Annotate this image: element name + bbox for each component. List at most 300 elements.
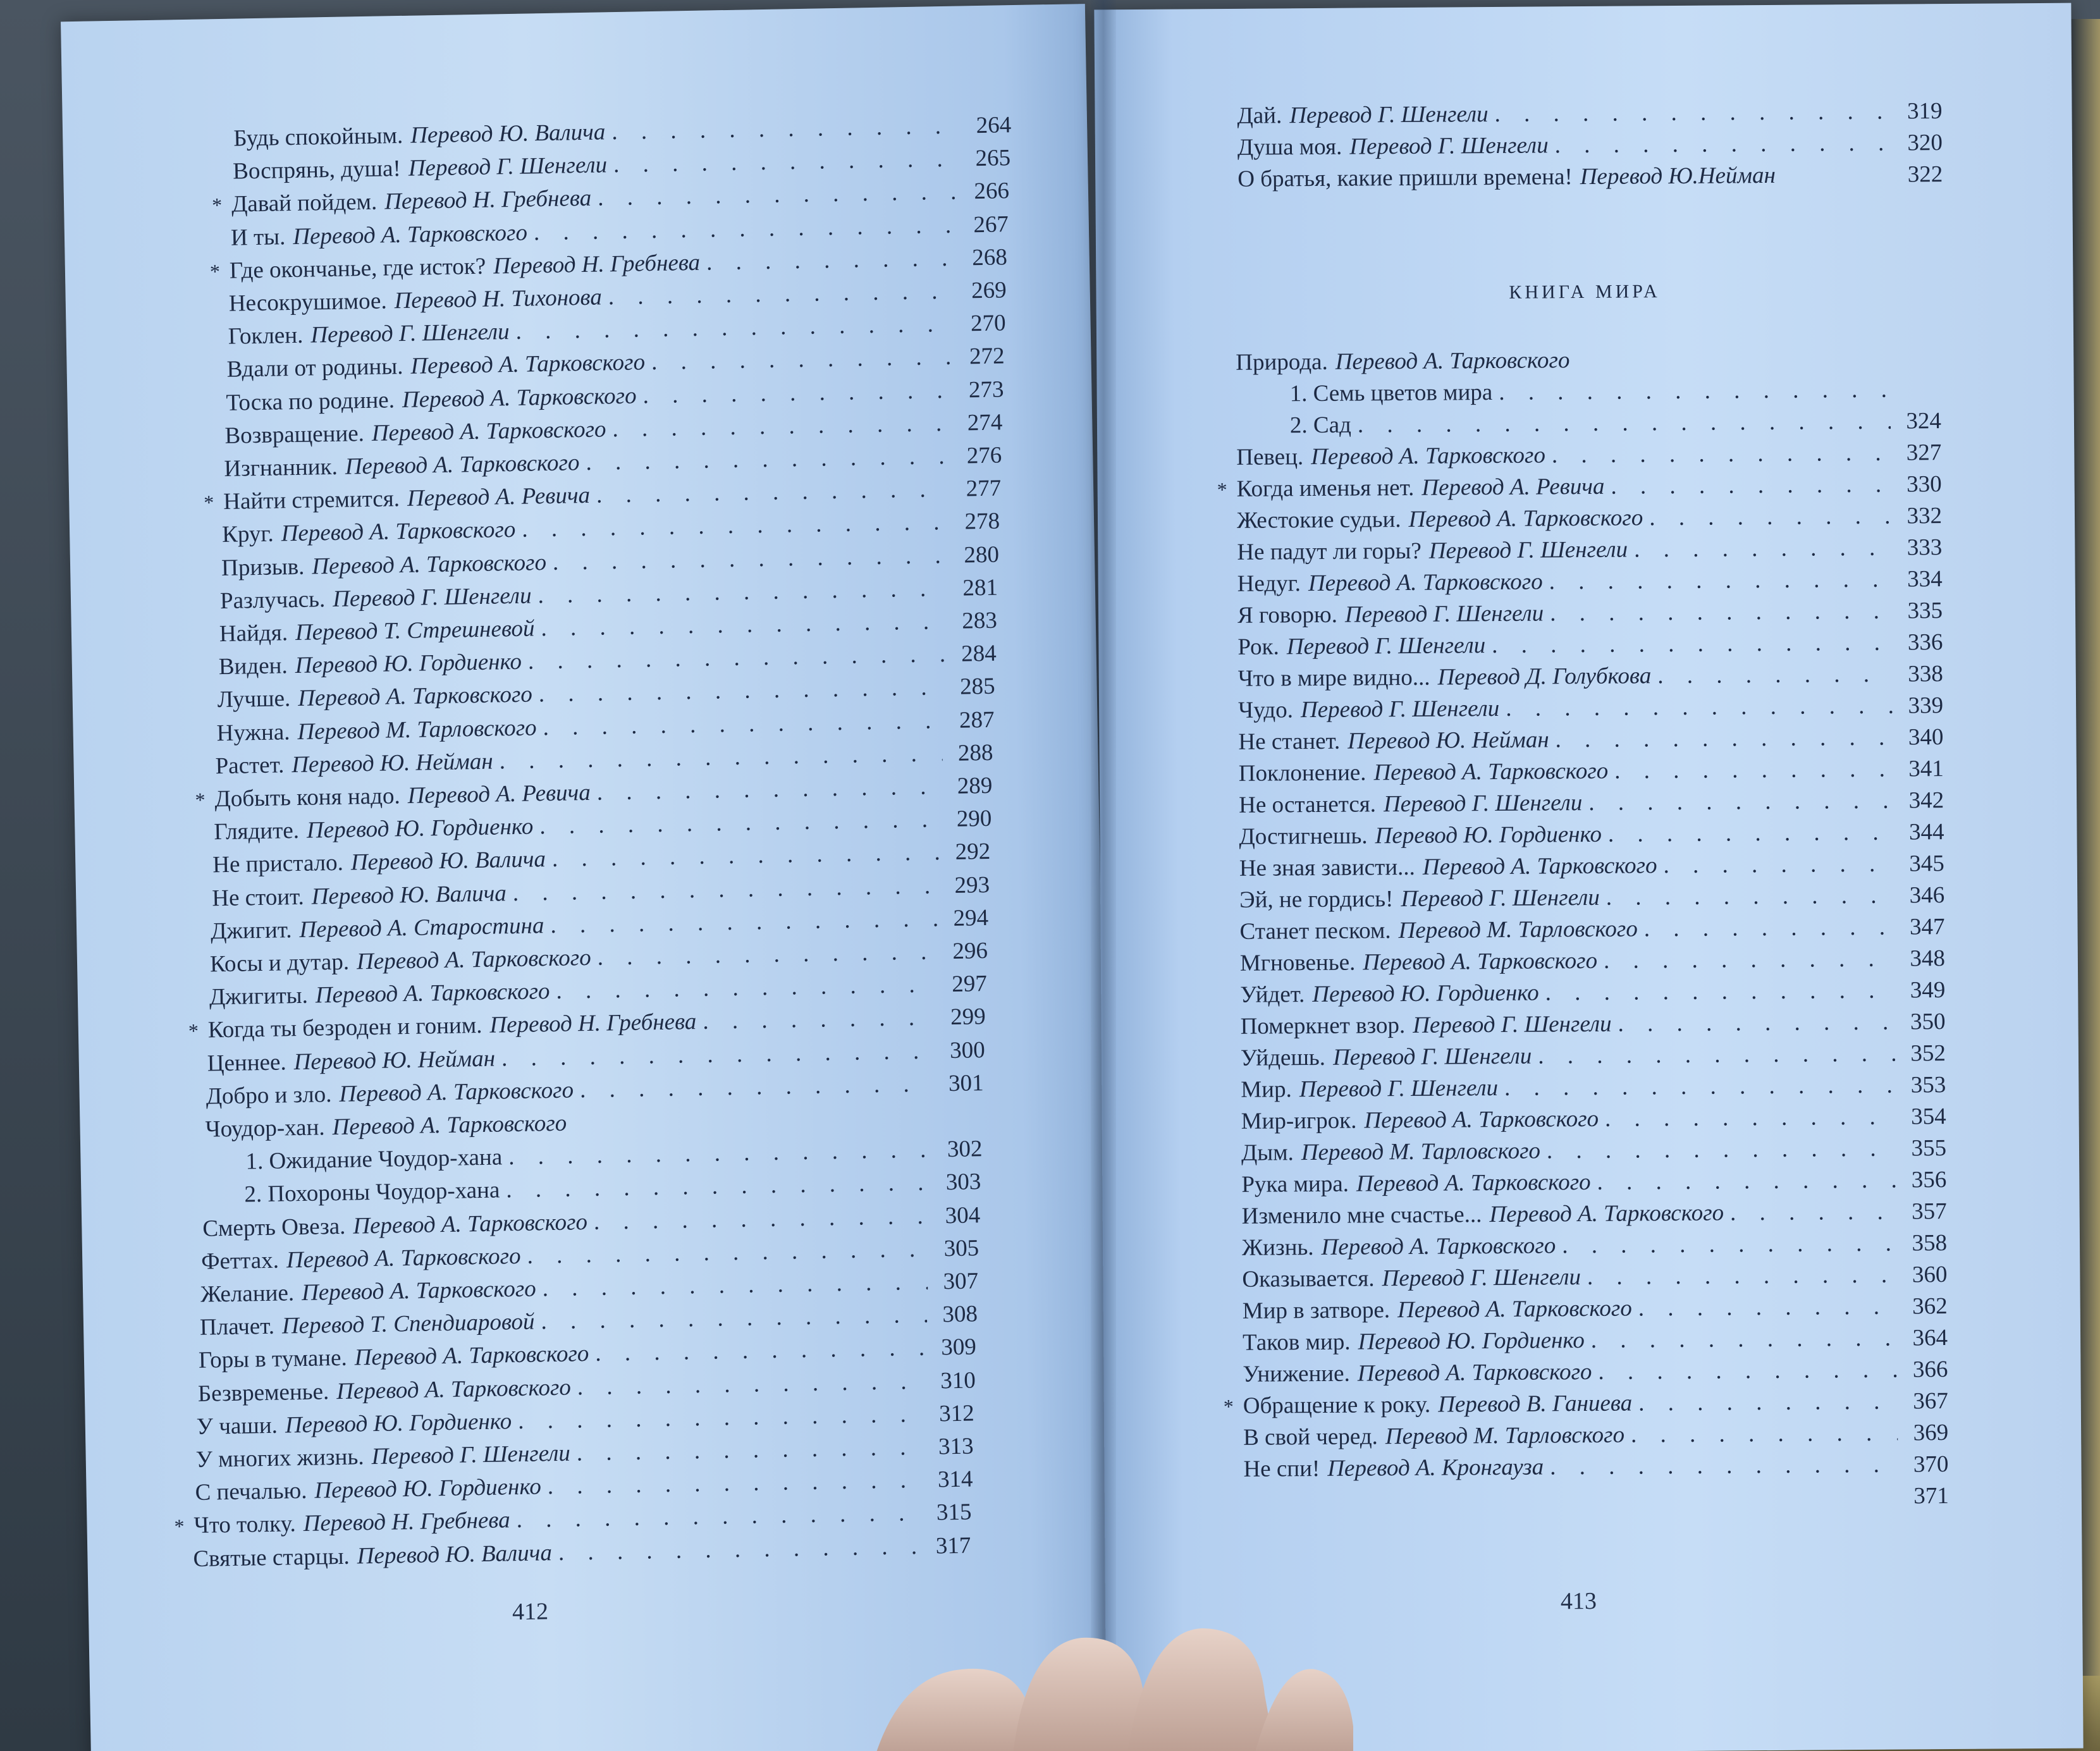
entry-title: Найдя. (219, 620, 288, 648)
dot-leader (1644, 912, 1894, 945)
toc-entry (1243, 1322, 1948, 1359)
entry-page-number: 290 (956, 806, 992, 832)
dot-leader (1555, 722, 1893, 756)
entry-title: Добыть коня надо. (214, 783, 401, 813)
entry-title: Где окончанье, где исток? (229, 253, 486, 284)
entry-title: Рок. (1237, 634, 1279, 660)
entry-translator: Перевод Ю. Гордиенко (314, 1473, 542, 1504)
entry-translator: Перевод А. Тарковского (1408, 505, 1643, 532)
dot-leader (1638, 1291, 1897, 1325)
dot-leader (1504, 1070, 1896, 1104)
entry-title: Добро и зло. (206, 1081, 332, 1110)
entry-page-number: 369 (1913, 1420, 1949, 1446)
toc-entry (1238, 658, 1943, 695)
entry-page-number: 339 (1908, 692, 1944, 719)
entry-translator: Перевод Г. Шенгели (1344, 600, 1544, 628)
entry-page-number: 285 (959, 673, 995, 701)
entry-title: Таков мир. (1242, 1329, 1351, 1356)
toc-entry (1223, 1385, 1948, 1422)
entry-title: Найти стремится. (223, 486, 400, 515)
dot-leader (527, 1233, 928, 1272)
toc-entry (1241, 1133, 1946, 1169)
dot-leader (1588, 785, 1893, 819)
entry-page-number: 348 (1910, 945, 1946, 972)
entry-title: Не пристало. (212, 850, 344, 878)
dot-leader (1549, 564, 1891, 598)
dot-leader (1591, 1323, 1898, 1356)
entry-title: Гоклен. (228, 322, 304, 350)
entry-page-number: 283 (961, 607, 998, 634)
dot-leader (501, 1035, 935, 1074)
dot-leader (541, 1299, 927, 1338)
dot-leader (1606, 880, 1894, 914)
toc-sub-entry (1289, 374, 1941, 410)
dot-leader (1499, 374, 1891, 409)
entry-translator: Перевод А. Тарковского (1373, 758, 1609, 786)
dot-leader (706, 242, 957, 278)
entry-title: Мир в затворе. (1242, 1297, 1391, 1324)
entry-title: Эй, не гордись! (1239, 886, 1394, 913)
entry-translator: Перевод А. Тарковского (1363, 947, 1598, 976)
entry-title: Уйдешь. (1240, 1044, 1326, 1071)
toc-entry (1237, 159, 1943, 195)
entry-page-number: 317 (935, 1532, 971, 1559)
toc-entry (1242, 1259, 1947, 1296)
entry-title: Природа. (1236, 348, 1328, 376)
entry-translator: Перевод А. Тарковского (1308, 568, 1543, 597)
entry-translator: Перевод А. Тарковского (402, 383, 637, 413)
entry-translator: Перевод А. Тарковского (1335, 347, 1570, 375)
entry-translator: Перевод Ю. Гордиенко (1312, 980, 1539, 1008)
entry-page-number: 330 (1907, 471, 1942, 498)
entry-translator: Перевод Г. Шенгели (1300, 695, 1500, 723)
dot-leader (558, 1531, 920, 1569)
toc-entry (1237, 595, 1943, 632)
entry-title: Разлучась. (219, 586, 326, 614)
entry-title: Унижение. (1243, 1360, 1350, 1387)
toc-entry (1244, 1480, 1949, 1517)
entry-page-number: 281 (962, 574, 998, 601)
entry-title: Не спи! (1243, 1455, 1320, 1482)
entry-translator: Перевод Ю. Гордиенко (295, 648, 522, 679)
entry-page-number: 307 (943, 1268, 979, 1295)
dot-leader (1605, 1102, 1896, 1135)
entry-page-number: 320 (1907, 130, 1943, 156)
dot-leader (556, 969, 936, 1007)
entry-page-number: 360 (1912, 1262, 1948, 1288)
toc-entry (1241, 1164, 1946, 1201)
dot-leader (1618, 1007, 1894, 1040)
dot-leader (612, 408, 952, 445)
section-title: КНИГА МИРА (1509, 281, 1661, 303)
dot-leader (1634, 532, 1892, 566)
entry-page-number: 366 (1912, 1356, 1948, 1383)
entry-title: Достигнешь. (1239, 823, 1368, 850)
entry-translator: Перевод Г. Шенгели (310, 319, 510, 348)
dot-leader (518, 1399, 924, 1437)
entry-title: Дым. (1241, 1140, 1294, 1166)
entry-page-number: 358 (1912, 1230, 1948, 1256)
asterisk-mark: * (195, 788, 206, 811)
entry-translator: Перевод Г. Шенгели (1401, 884, 1600, 912)
entry-page-number: 336 (1907, 629, 1943, 656)
dot-leader (1598, 1355, 1897, 1388)
entry-translator: Перевод А. Тарковского (354, 1341, 589, 1371)
entry-translator: Перевод Ю. Гордиенко (285, 1408, 512, 1439)
dot-leader (1608, 817, 1894, 851)
entry-page-number: 355 (1911, 1135, 1947, 1162)
entry-page-number: 268 (971, 244, 1008, 271)
entry-page-number: 342 (1908, 787, 1944, 814)
entry-title: В свой черед. (1243, 1423, 1378, 1451)
toc-entry (1240, 943, 1945, 980)
entry-title: Не падут ли горы? (1237, 538, 1421, 565)
entry-page-number: 280 (964, 541, 1000, 568)
entry-translator: Перевод Ю.Нейман (1580, 162, 1776, 190)
entry-title: Не останется. (1239, 791, 1377, 818)
entry-page-number: 335 (1907, 598, 1943, 624)
toc-entry (1239, 816, 1944, 853)
entry-title: Смерть Овеза. (202, 1213, 346, 1242)
entry-title: Мир-игрок. (1241, 1107, 1357, 1134)
asterisk-mark: * (204, 491, 214, 514)
dot-leader (1614, 754, 1893, 787)
entry-title: Джигиты. (209, 982, 309, 1011)
entry-title: Будь спокойным. (233, 122, 403, 152)
entry-translator: Перевод Г. Шенгели (1286, 632, 1486, 660)
entry-translator: Перевод Ю. Нейман (1348, 727, 1549, 754)
toc-entry (1243, 1417, 1948, 1454)
entry-translator: Перевод А. Тарковского (1422, 852, 1657, 880)
dot-leader (613, 144, 961, 181)
entry-page-number: 299 (950, 1004, 986, 1031)
entry-page-number: 269 (971, 277, 1007, 304)
entry-title: Недуг. (1237, 570, 1301, 597)
entry-translator: Перевод А. Тарковского (345, 450, 580, 480)
entry-title: Что в мире видно... (1237, 664, 1430, 692)
entry-page-number: 350 (1910, 1009, 1946, 1035)
entry-title: Уйдет. (1240, 981, 1305, 1008)
entry-translator: Перевод А. Тарковского (339, 1077, 574, 1107)
entry-translator: Перевод А. Тарковского (410, 349, 646, 380)
entry-page-number: 289 (957, 772, 993, 799)
entry-translator: Перевод А. Тарковского (297, 681, 533, 712)
entry-title: Призыв. (221, 553, 305, 581)
dot-leader (541, 606, 947, 644)
dot-leader (1597, 1165, 1896, 1198)
dot-leader (1550, 596, 1892, 630)
book-gutter (1091, 0, 1116, 1751)
toc-entry (1243, 1449, 1948, 1485)
dot-leader (1494, 96, 1891, 130)
toc-entry (1240, 974, 1945, 1011)
entry-translator: Перевод Ю. Нейман (293, 1045, 496, 1075)
entry-title: 2. Сад (1289, 412, 1352, 439)
entry-page-number: 333 (1907, 534, 1943, 561)
dot-leader (1649, 501, 1891, 534)
entry-page-number: 364 (1912, 1325, 1948, 1351)
entry-title: Горы в тумане. (198, 1345, 348, 1374)
entry-title: Я говорю. (1237, 601, 1338, 629)
entry-title: Воспрянь, душа! (232, 156, 402, 185)
entry-translator: Перевод Г. Шенгели (408, 152, 608, 181)
dot-leader (1657, 659, 1893, 692)
entry-translator: Перевод Т. Спендиаровой (281, 1308, 535, 1339)
entry-page-number: 370 (1913, 1451, 1949, 1478)
entry-title: Желание. (200, 1280, 295, 1308)
dot-leader (553, 540, 949, 579)
dot-leader (594, 1200, 930, 1238)
entry-title: Ценнее. (207, 1048, 287, 1077)
dot-leader (597, 936, 937, 973)
dot-leader (515, 309, 955, 348)
dot-leader (1538, 1038, 1895, 1072)
entry-translator: Перевод Г. Шенгели (371, 1440, 571, 1470)
asterisk-mark: * (1223, 1394, 1234, 1418)
entry-title: 1. Ожидание Чоудор-хана (245, 1144, 503, 1175)
dot-leader (598, 176, 959, 214)
entry-page-number: 292 (955, 839, 991, 866)
entry-title: У чаши. (196, 1412, 278, 1440)
dot-leader (1587, 1260, 1897, 1293)
entry-title: Святые старцы. (193, 1543, 350, 1572)
entry-title: Жестокие судьи. (1236, 507, 1401, 534)
dot-leader (543, 705, 944, 744)
toc-entry (1239, 785, 1944, 821)
entry-translator: Перевод Ю. Гордиенко (1358, 1327, 1585, 1355)
entry-page-number: 302 (947, 1136, 983, 1163)
entry-page-number: 273 (968, 376, 1004, 403)
entry-page-number: 305 (943, 1235, 979, 1262)
toc-entry (1237, 500, 1942, 537)
dot-leader (499, 738, 943, 777)
entry-page-number: 274 (967, 409, 1003, 436)
entry-page-number: 356 (1911, 1167, 1947, 1193)
entry-page-number: 319 (1907, 98, 1943, 125)
entry-page-number: 267 (973, 211, 1009, 238)
entry-translator: Перевод А. Тарковского (356, 944, 592, 975)
entry-title: Померкнет взор. (1240, 1012, 1406, 1040)
entry-page-number: 324 (1906, 408, 1942, 434)
entry-page-number: 308 (942, 1301, 978, 1328)
entry-translator: Перевод А. Тарковского (371, 416, 606, 446)
entry-title: Круг. (221, 520, 274, 548)
toc-entry (1236, 437, 1941, 474)
entry-page-number: 300 (949, 1036, 985, 1064)
entry-page-number: 278 (964, 508, 1000, 535)
dot-leader (595, 1332, 926, 1370)
entry-page-number: 327 (1906, 439, 1942, 466)
entry-translator: Перевод Т. Стрешневой (295, 615, 535, 646)
entry-translator: Перевод М. Тарловского (1398, 916, 1638, 944)
entry-page-number: 293 (954, 871, 990, 899)
asterisk-mark: * (211, 194, 223, 217)
entry-page-number: 367 (1913, 1388, 1948, 1415)
dot-leader (1631, 1418, 1898, 1451)
entry-page-number (939, 1123, 983, 1124)
entry-title: Поклонение. (1238, 759, 1366, 787)
dot-leader (506, 1167, 931, 1207)
entry-translator: Перевод А. Тарковского (315, 978, 550, 1009)
entry-title: Изгнанник. (224, 453, 338, 482)
entry-translator: Перевод А. Тарковского (1311, 442, 1546, 470)
toc-entry (1239, 848, 1944, 885)
entry-translator: Перевод А. Тарковского (301, 1275, 537, 1306)
entry-page-number: 354 (1910, 1103, 1946, 1130)
entry-title: И ты. (230, 223, 286, 251)
entry-translator: Перевод Ю. Валича (350, 846, 546, 876)
entry-translator: Перевод Н. Тихонова (394, 284, 603, 314)
toc-sub-entry (1290, 405, 1941, 441)
entry-translator: Перевод А. Тарковского (1397, 1295, 1632, 1324)
entry-translator: Перевод М. Тарловского (297, 714, 537, 745)
entry-title: Когда именья нет. (1236, 474, 1415, 502)
entry-translator: Перевод Н. Гребнева (303, 1507, 510, 1537)
entry-translator: Перевод А. Старостина (299, 912, 544, 943)
entry-title: Рука мира. (1241, 1170, 1349, 1198)
dot-leader (512, 870, 939, 909)
entry-translator: Перевод А. Ревича (407, 482, 591, 512)
entry-page-number: 345 (1909, 851, 1944, 877)
entry-title: Виден. (218, 653, 288, 680)
dot-leader (1554, 128, 1892, 162)
entry-page-number: 346 (1909, 882, 1945, 909)
entry-page-number: 352 (1910, 1040, 1946, 1067)
dot-leader (533, 209, 958, 249)
entry-title: Дай. (1237, 102, 1282, 129)
entry-title: Глядите. (214, 818, 300, 845)
entry-page-number: 312 (938, 1400, 975, 1427)
entry-translator: Перевод Ю. Валича (410, 119, 606, 149)
entry-translator: Перевод А. Тарковского (352, 1208, 588, 1239)
dot-leader (1638, 1386, 1898, 1420)
entry-page-number: 309 (940, 1334, 977, 1361)
entry-page-number: 303 (945, 1169, 981, 1196)
entry-title: С печалью. (195, 1478, 307, 1506)
dot-leader (1730, 1196, 1896, 1229)
dot-leader (1604, 943, 1894, 977)
entry-translator: Перевод А. Тарковского (1356, 1169, 1591, 1197)
entry-page-number: 349 (1910, 977, 1946, 1004)
dot-leader (1552, 438, 1891, 472)
entry-translator: Перевод А. Тарковского (1489, 1200, 1724, 1228)
toc-entry (1243, 1354, 1948, 1391)
entry-page-number: 296 (952, 937, 988, 964)
entry-translator: Перевод А. Ревича (407, 779, 591, 809)
dot-leader (508, 1134, 932, 1174)
entry-page-number: 322 (1907, 161, 1943, 188)
toc-entry (1241, 1038, 1946, 1074)
entry-translator: Перевод А. Тарковского (281, 517, 516, 547)
toc-entry (1217, 469, 1942, 505)
dot-leader (1562, 1228, 1896, 1262)
dot-leader (538, 672, 945, 711)
entry-page-number: 297 (951, 971, 988, 998)
toc-entry (1237, 627, 1943, 663)
dot-leader (1663, 849, 1894, 882)
entry-title: Безвременье. (197, 1378, 329, 1407)
entry-title: Вдали от родины. (226, 353, 403, 383)
entry-page-number: 304 (945, 1201, 981, 1229)
asterisk-mark: * (174, 1514, 185, 1538)
fingers-image (873, 1600, 1353, 1751)
entry-translator: Перевод А. Тарковского (292, 219, 528, 250)
toc-entry (1236, 342, 1941, 379)
entry-title: У многих жизнь. (195, 1444, 364, 1473)
entry-translator: Перевод Ю. Валича (357, 1539, 553, 1570)
entry-translator: Перевод Д. Голубкова (1437, 663, 1652, 691)
dot-leader (542, 1267, 928, 1305)
entry-translator: Перевод Г. Шенгели (1332, 1043, 1532, 1071)
entry-page-number: 266 (974, 178, 1010, 205)
entry-title: Мгновенье. (1239, 949, 1356, 976)
toc-entry (1240, 1006, 1945, 1043)
entry-translator: Перевод М. Тарловского (1385, 1422, 1625, 1450)
entry-title: 1. Семь цветов мира (1289, 379, 1493, 407)
dot-leader (596, 771, 942, 809)
dot-leader (1492, 627, 1893, 661)
entry-page-number: 340 (1908, 724, 1944, 751)
entry-page-number: 362 (1912, 1293, 1948, 1320)
entry-page-number: 344 (1908, 819, 1944, 845)
dot-leader (651, 341, 954, 378)
entry-title: Растет. (215, 752, 285, 780)
entry-title: Душа моя. (1237, 133, 1342, 161)
entry-title: Не зная зависти... (1239, 854, 1415, 882)
entry-title: Когда ты безроден и гоним. (207, 1012, 482, 1043)
dot-leader (1611, 469, 1891, 503)
entry-page-number: 347 (1909, 914, 1945, 940)
toc-entry (1239, 753, 1944, 790)
entry-translator: Перевод Г. Шенгели (1383, 790, 1583, 818)
entry-translator: Перевод А. Тарковского (336, 1374, 572, 1404)
entry-page-number: 270 (970, 310, 1006, 337)
entry-title: 2. Похороны Чоудор-хана (244, 1177, 500, 1208)
toc-entry (1238, 690, 1943, 727)
entry-translator: Перевод А. Тарковского (311, 549, 547, 580)
toc-entry (1243, 1291, 1948, 1327)
dot-leader (537, 573, 947, 611)
dot-leader (576, 1432, 923, 1470)
entry-translator: Перевод А. Тарковского (332, 1110, 567, 1141)
entry-translator: Перевод А. Ревича (1421, 473, 1605, 501)
entry-page-number: 332 (1907, 503, 1943, 529)
asterisk-mark: * (209, 259, 221, 283)
entry-translator: Перевод А. Кронгауза (1327, 1454, 1544, 1482)
entry-translator: Перевод Г. Шенгели (1413, 1011, 1612, 1038)
entry-page-number: 314 (937, 1466, 973, 1493)
entry-translator: Перевод Ю. Валича (311, 880, 507, 910)
entry-translator: Перевод А. Тарковского (1321, 1232, 1556, 1260)
entry-translator: Перевод А. Тарковского (286, 1243, 521, 1274)
toc-entry (1242, 1227, 1947, 1264)
entry-translator: Перевод Н. Гребнева (493, 249, 701, 280)
dot-leader (528, 639, 947, 678)
entry-page-number: 264 (976, 112, 1012, 139)
entry-translator: Перевод В. Ганиева (1438, 1390, 1633, 1418)
toc-entry (1237, 532, 1942, 568)
entry-page-number: 353 (1910, 1072, 1946, 1098)
entry-title: Джигит. (210, 916, 292, 945)
entry-title: Станет песком. (1239, 918, 1391, 945)
entry-page-number: 371 (1913, 1483, 1949, 1509)
entry-page-number: 341 (1908, 756, 1944, 782)
entry-title: Не станет. (1238, 728, 1341, 755)
dot-leader (550, 903, 938, 942)
dot-leader (539, 804, 942, 842)
entry-title: Феттах. (200, 1247, 279, 1275)
entry-page-number: 277 (966, 475, 1002, 502)
